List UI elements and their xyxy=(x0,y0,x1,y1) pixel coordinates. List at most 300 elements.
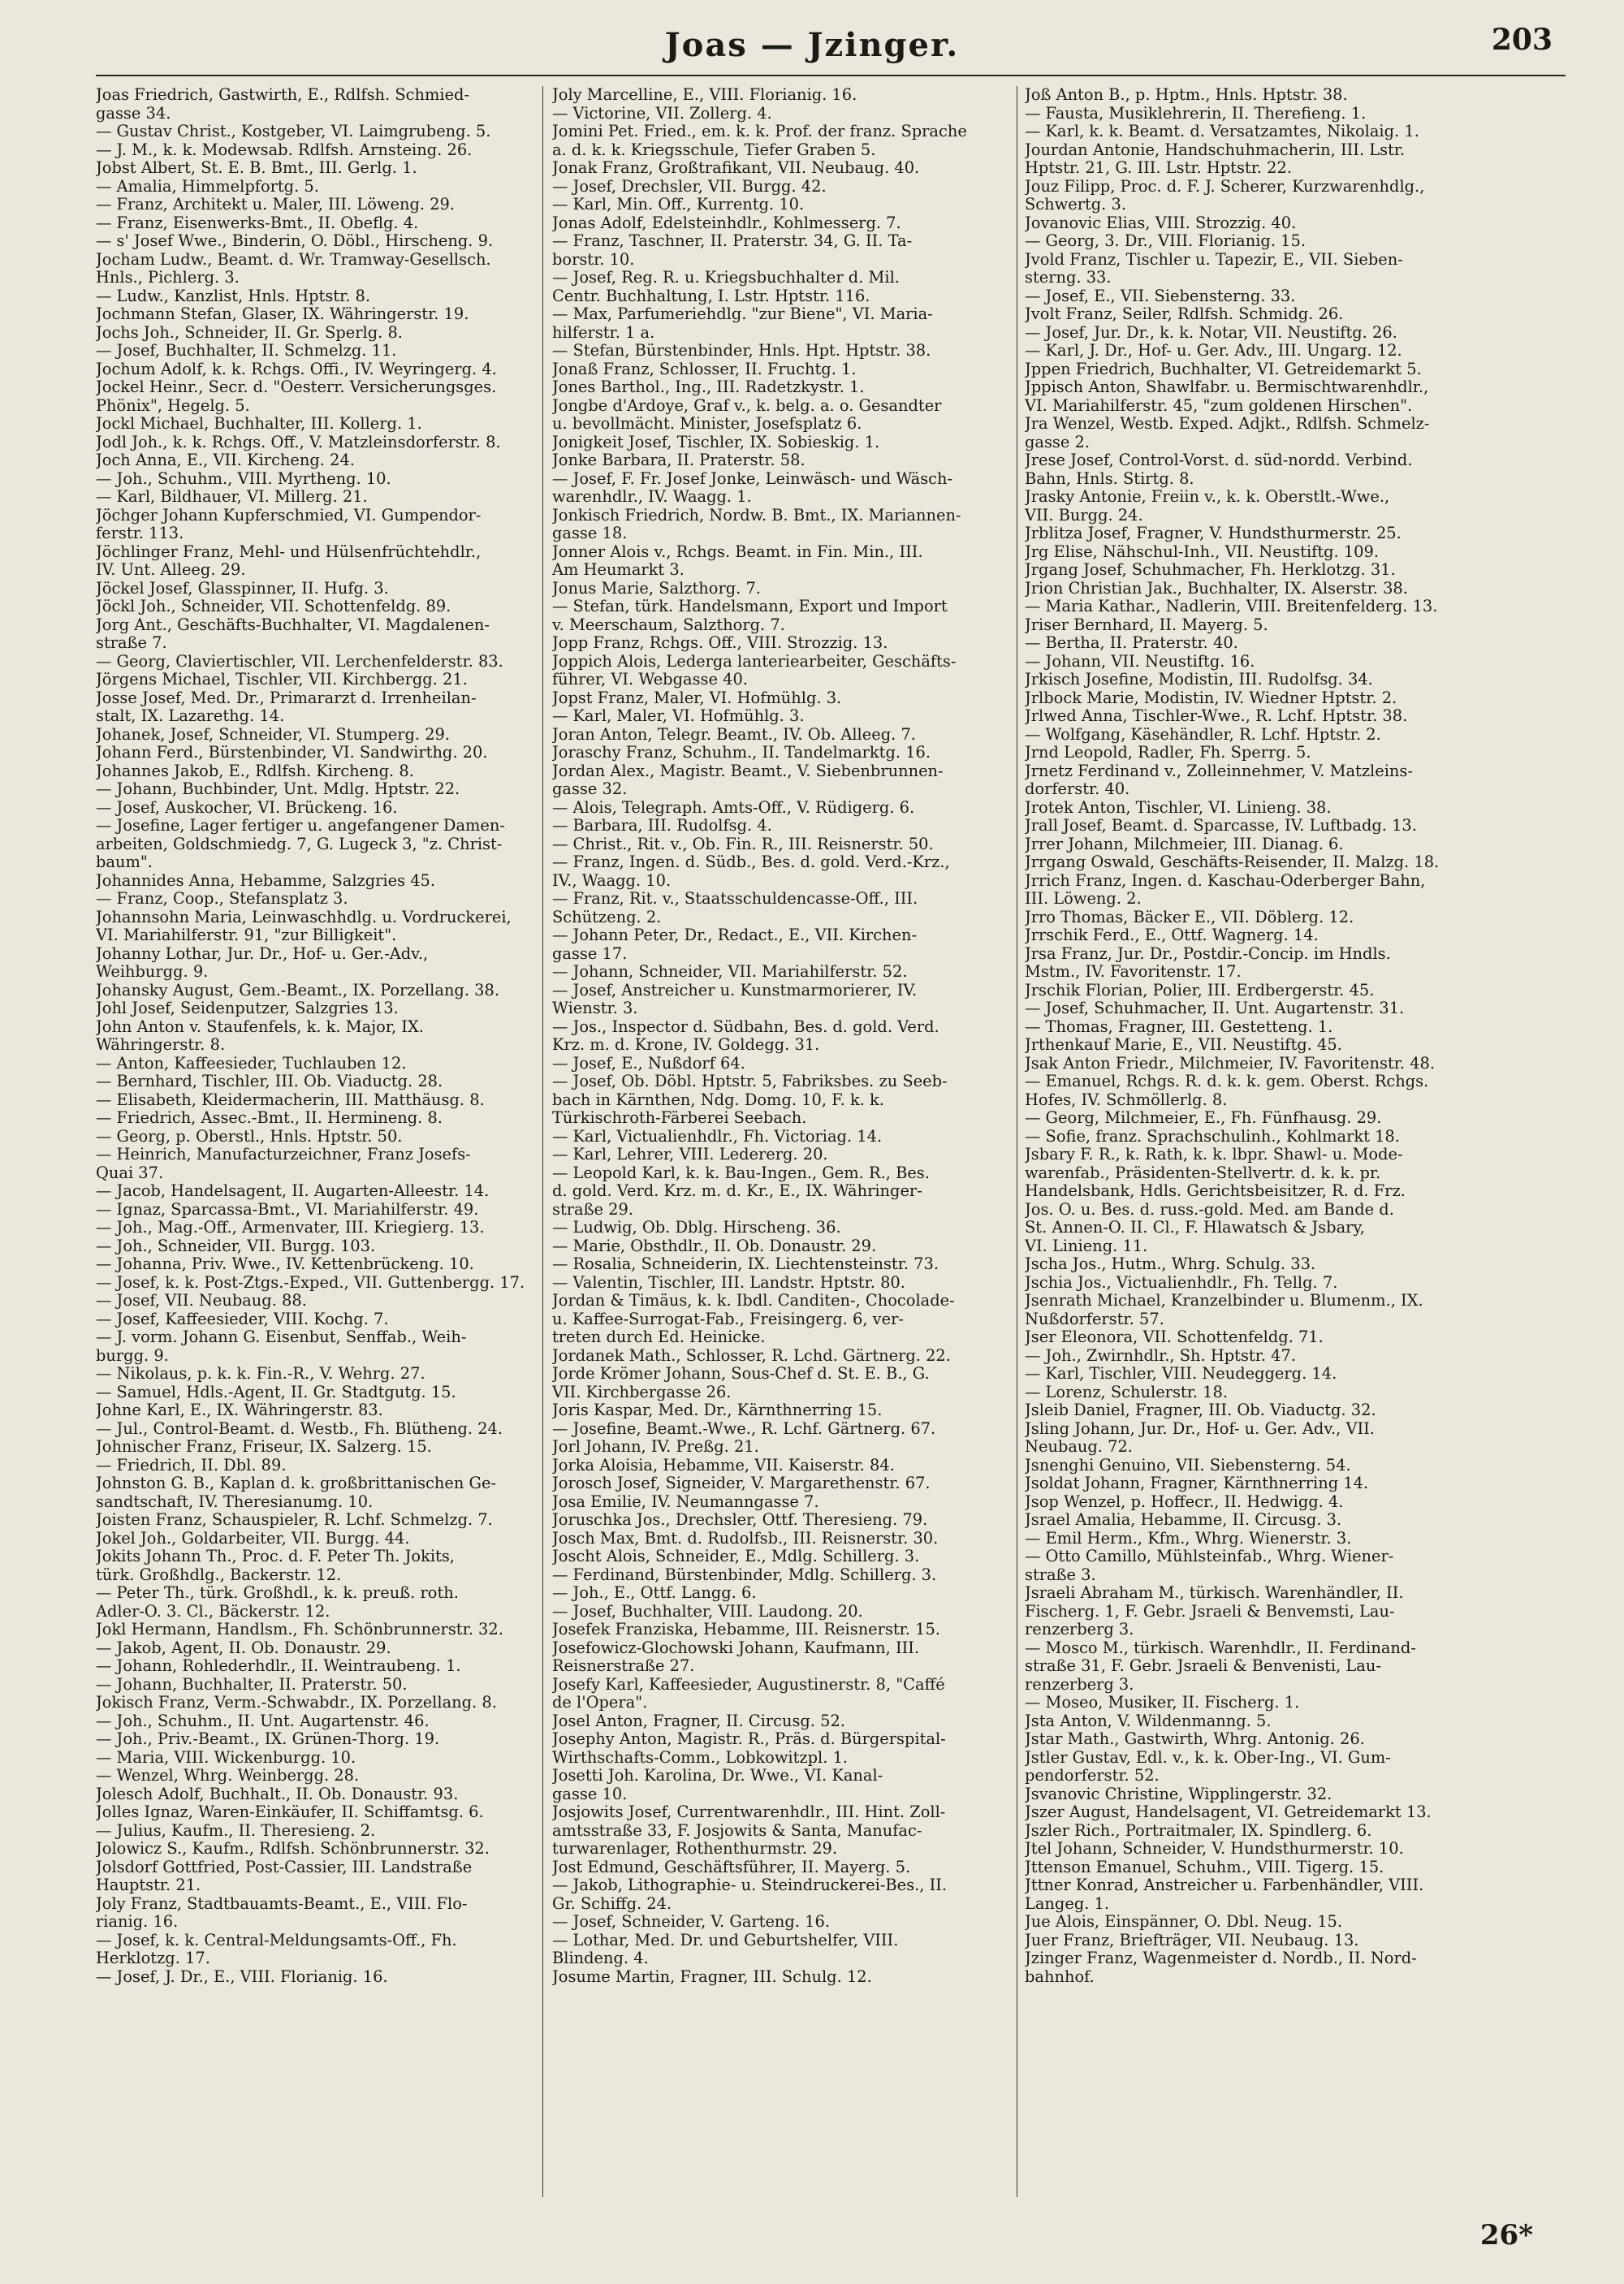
directory-entry-line: — Joh., Schuhm., II. Unt. Augartenstr. 46. xyxy=(96,1712,430,1730)
directory-entry-line: Jrall Josef, Beamt. d. Sparcasse, IV. Luftbadg. 13. xyxy=(1025,817,1417,835)
directory-entry-line: sandtschaft, IV. Theresianumg. 10. xyxy=(96,1492,374,1511)
directory-entry-line: — Karl, Tischler, VIII. Neudeggerg. 14. xyxy=(1025,1365,1337,1383)
directory-entry-line: Joly Franz, Stadtbauamts-Beamt., E., VIII. Flo- xyxy=(96,1894,468,1913)
directory-entry-line: Joisten Franz, Schauspieler, R. Lchf. Schmelzg. 7. xyxy=(96,1511,493,1529)
directory-entry-line: Jstar Math., Gastwirth, Whrg. Antonig. 26. xyxy=(1025,1730,1365,1748)
directory-entry-line: Jsrael Amalia, Hebamme, II. Circusg. 3. xyxy=(1025,1511,1342,1529)
directory-entry-line: Jones Barthol., Ing., III. Radetzkystr. 1. xyxy=(552,378,865,396)
directory-entry-line: Jrrschik Ferd., E., Ottf. Wagnerg. 14. xyxy=(1025,926,1319,944)
directory-entry-line: Jorde Krömer Johann, Sous-Chef d. St. E. B., G. xyxy=(552,1365,930,1383)
directory-entry-line: — Victorine, VII. Zollerg. 4. xyxy=(552,104,772,123)
directory-entry-line: Jolsdorf Gottfried, Post-Cassier, III. Landstraße xyxy=(96,1858,473,1876)
directory-entry-line: III. Löweng. 2. xyxy=(1025,890,1142,908)
directory-entry-line: Türkischroth-Färberei Seebach. xyxy=(552,1109,807,1127)
directory-entry-line: Josa Emilie, IV. Neumanngasse 7. xyxy=(552,1492,819,1511)
directory-entry-line: Joruschka Jos., Drechsler, Ottf. Theresieng. 79. xyxy=(552,1511,928,1529)
directory-entry-line: — Franz, Eisenwerks-Bmt., II. Obeflg. 4. xyxy=(96,214,419,232)
directory-entry-line: — Valentin, Tischler, III. Landstr. Hptstr. 80. xyxy=(552,1273,905,1292)
directory-entry-line: Jonkisch Friedrich, Nordw. B. Bmt., IX. Mariannen- xyxy=(552,506,961,525)
directory-entry-line: Josetti Joh. Karolina, Dr. Wwe., VI. Kanal- xyxy=(552,1767,883,1785)
directory-entry-line: Jrsa Franz, Jur. Dr., Postdir.-Concip. im Hndls. xyxy=(1025,944,1391,963)
directory-entry-line: Jordan & Timäus, k. k. Ibdl. Canditen-, Chocolade- xyxy=(552,1292,955,1310)
page-number: 203 xyxy=(1491,23,1553,57)
directory-entry-line: — Joh., Priv.-Beamt., IX. Grünen-Thorg. 19. xyxy=(96,1730,440,1748)
directory-entry-line: VII. Kirchbergasse 26. xyxy=(552,1383,732,1401)
directory-entry-line: Jrg Elise, Nähschul-Inh., VII. Neustiftg. 109. xyxy=(1025,542,1380,561)
directory-entry-line: Joraschy Franz, Schuhm., II. Tandelmarktg. 16. xyxy=(552,744,931,762)
directory-entry-line: — Christ., Rit. v., Ob. Fin. R., III. Reisnerstr. 50. xyxy=(552,835,934,853)
directory-entry-line: Centr. Buchhaltung, I. Lstr. Hptstr. 116. xyxy=(552,287,870,305)
directory-entry-line: Jochmann Stefan, Glaser, IX. Währingerstr. 19. xyxy=(96,305,469,323)
directory-entry-line: Jppisch Anton, Shawlfabr. u. Bermischtwarenhdlr., xyxy=(1025,378,1429,396)
directory-entry-line: Jsling Johann, Jur. Dr., Hof- u. Ger. Adv., VII. xyxy=(1025,1419,1375,1438)
directory-entry-line: — Nikolaus, p. k. k. Fin.-R., V. Wehrg. 27. xyxy=(96,1365,425,1383)
directory-entry-line: Jrasky Antonie, Freiin v., k. k. Oberstlt.-Wwe., xyxy=(1025,488,1390,506)
directory-entry-line: — Joh., Schuhm., VIII. Myrtheng. 10. xyxy=(96,469,391,488)
directory-entry-line: Jrkisch Josefine, Modistin, III. Rudolfsg. 34. xyxy=(1025,671,1373,689)
directory-entry-line: Joas Friedrich, Gastwirth, E., Rdlfsh. Schmied- xyxy=(96,86,470,104)
directory-entry-line: — Mosco M., türkisch. Warenhdlr., II. Ferdinand- xyxy=(1025,1639,1416,1657)
directory-entry-line: Jochs Joh., Schneider, II. Gr. Sperlg. 8. xyxy=(96,323,403,342)
directory-entry-line: Jrgang Josef, Schuhmacher, Fh. Herklotzg. 31. xyxy=(1025,561,1396,579)
directory-entry-line: Jrrgang Oswald, Geschäfts-Reisender, II. Malzg. 18. xyxy=(1025,853,1440,871)
directory-entry-line: Josse Josef, Med. Dr., Primararzt d. Irrenheilan- xyxy=(96,689,477,707)
directory-entry-line: Blindeng. 4. xyxy=(552,1949,649,1967)
directory-entry-line: — Elisabeth, Kleidermacherin, III. Matthäusg. 8. xyxy=(96,1090,485,1109)
directory-entry-line: Joly Marcelline, E., VIII. Florianig. 16. xyxy=(552,86,857,104)
directory-entry-line: renzerberg 3. xyxy=(1025,1621,1134,1639)
directory-entry-line: Jttner Konrad, Anstreicher u. Farbenhändler, VIII. xyxy=(1025,1876,1424,1894)
directory-entry-line: Josch Max, Bmt. d. Rudolfsb., III. Reisnerstr. 30. xyxy=(552,1529,939,1548)
directory-entry-line: Krz. m. d. Krone, IV. Goldegg. 31. xyxy=(552,1036,820,1054)
directory-entry-line: Johannes Jakob, E., Rdlfsh. Kircheng. 8. xyxy=(96,762,414,780)
directory-entry-line: — Wolfgang, Käsehändler, R. Lchf. Hptstr. 2. xyxy=(1025,725,1381,744)
directory-entry-line: — Josef, Ob. Döbl. Hptstr. 5, Fabriksbes. zu Seeb- xyxy=(552,1073,948,1090)
directory-entry-line: Jokits Johann Th., Proc. d. F. Peter Th. Jokits, xyxy=(96,1548,455,1565)
directory-entry-line: u. bevollmächt. Minister, Josefsplatz 6. xyxy=(552,415,862,433)
directory-entry-line: — Anton, Kaffeesieder, Tuchlauben 12. xyxy=(96,1054,407,1073)
directory-entry-line: Jonigkeit Josef, Tischler, IX. Sobieskig. 1. xyxy=(552,433,880,451)
directory-entry-line: baum". xyxy=(96,853,153,871)
directory-entry-line: — Franz, Rit. v., Staatsschuldencasse-Off., III. xyxy=(552,890,918,908)
directory-entry-line: VII. Burgg. 24. xyxy=(1025,506,1143,525)
directory-entry-line: — Karl, k. k. Beamt. d. Versatzamtes, Nikolaig. 1. xyxy=(1025,123,1419,140)
directory-entry-line: hilferstr. 1 a. xyxy=(552,323,655,342)
directory-entry-line: Jodl Joh., k. k. Rchgs. Off., V. Matzleinsdorferstr. 8. xyxy=(96,433,501,451)
directory-entry-line: — Lorenz, Schulerstr. 18. xyxy=(1025,1383,1228,1401)
directory-entry-line: Jrrer Johann, Milchmeier, III. Dianag. 6. xyxy=(1025,835,1344,853)
directory-entry-line: Josefowicz-Glochowski Johann, Kaufmann, III. xyxy=(552,1639,920,1657)
directory-entry-line: Jöchger Johann Kupferschmied, VI. Gumpendor- xyxy=(96,506,482,525)
directory-entry-line: Johanny Lothar, Jur. Dr., Hof- u. Ger.-Adv., xyxy=(96,944,429,963)
directory-entry-line: Johnischer Franz, Friseur, IX. Salzerg. 15. xyxy=(96,1438,432,1456)
column-2 xyxy=(552,86,1015,2197)
directory-entry-line: — Sofie, franz. Sprachschulinh., Kohlmarkt 18. xyxy=(1025,1127,1400,1146)
directory-entry-line: Jöckel Josef, Glasspinner, II. Hufg. 3. xyxy=(96,579,389,598)
directory-entry-line: Jrthenkauf Marie, E., VII. Neustiftg. 45. xyxy=(1025,1036,1342,1054)
directory-entry-line: — Ferdinand, Bürstenbinder, Mdlg. Schillerg. 3. xyxy=(552,1565,937,1584)
directory-entry-line: Jorosch Josef, Signeider, V. Margarethenstr. 67. xyxy=(552,1474,931,1492)
directory-entry-line: — Josef, Jur. Dr., k. k. Notar, VII. Neustiftg. 26. xyxy=(1025,323,1397,342)
directory-entry-line: — Jakob, Agent, II. Ob. Donaustr. 29. xyxy=(96,1639,391,1657)
directory-entry-line: — Franz, Architekt u. Maler, III. Löweng. 29. xyxy=(96,196,456,214)
directory-entry-line: — Johann, Buchbinder, Unt. Mdlg. Hptstr. 22. xyxy=(96,780,460,798)
directory-entry-line: — Gustav Christ., Kostgeber, VI. Laimgrubeng. 5. xyxy=(96,123,491,140)
directory-entry-line: Jöchlinger Franz, Mehl- und Hülsenfrüchtehdlr., xyxy=(96,542,482,561)
directory-entry-line: Jschia Jos., Victualienhdlr., Fh. Tellg. 7. xyxy=(1025,1273,1338,1292)
directory-entry-line: bach in Kärnthen, Ndg. Domg. 10, F. k. k. xyxy=(552,1090,884,1109)
directory-entry-line: straße 31, F. Gebr. Jsraeli & Benvenisti, Lau- xyxy=(1025,1657,1381,1675)
directory-entry-line: — Georg, 3. Dr., VIII. Florianig. 15. xyxy=(1025,232,1306,250)
directory-entry-line: — Julius, Kaufm., II. Theresieng. 2. xyxy=(96,1821,376,1840)
directory-entry-line: — Josef, Schuhmacher, II. Unt. Augartenstr. 31. xyxy=(1025,1000,1405,1017)
directory-entry-line: Jzinger Franz, Wagenmeister d. Nordb., II. Nord- xyxy=(1025,1949,1417,1967)
directory-entry-line: — Friedrich, Assec.-Bmt., II. Hermineng. 8. xyxy=(96,1109,443,1127)
directory-entry-line: straße 29. xyxy=(552,1200,634,1219)
directory-entry-line: Josefy Karl, Kaffeesieder, Augustinerstr. 8, "Caffé xyxy=(552,1675,945,1694)
directory-entry-line: — Johann, Schneider, VII. Mariahilferstr. 52. xyxy=(552,963,908,981)
directory-entry-line: Quai 37. xyxy=(96,1164,164,1182)
directory-entry-line: — Johann, Rohlederhdlr., II. Weintraubeng. 1. xyxy=(96,1657,461,1675)
directory-entry-line: Jrion Christian Jak., Buchhalter, IX. Alserstr. 38. xyxy=(1025,579,1408,598)
directory-entry-line: Joß Anton B., p. Hptm., Hnls. Hptstr. 38. xyxy=(1025,86,1348,104)
directory-entry-line: Jorg Ant., Geschäfts-Buchhalter, VI. Magdalenen- xyxy=(96,615,490,634)
directory-entry-line: Währingerstr. 8. xyxy=(96,1036,226,1054)
directory-entry-line: Jokisch Franz, Verm.-Schwabdr., IX. Porzellang. 8. xyxy=(96,1694,497,1712)
directory-entry-line: — Maria, VIII. Wickenburgg. 10. xyxy=(96,1748,356,1767)
directory-entry-line: Jscha Jos., Hutm., Whrg. Schulg. 33. xyxy=(1025,1255,1316,1273)
directory-entry-line: Jongbe d'Ardoye, Graf v., k. belg. a. o. Gesandter xyxy=(552,396,942,415)
directory-entry-line: Johannides Anna, Hebamme, Salzgries 45. xyxy=(96,871,436,890)
directory-entry-line: — Rosalia, Schneiderin, IX. Liechtensteinstr. 73. xyxy=(552,1255,939,1273)
directory-entry-line: — Josef, Buchhalter, VIII. Laudong. 20. xyxy=(552,1602,863,1621)
directory-entry-line: VI. Mariahilferstr. 91, "zur Billigkeit". xyxy=(96,926,397,944)
directory-entry-line: Jsraeli Abraham M., türkisch. Warenhändler, II. xyxy=(1025,1584,1404,1602)
directory-entry-line: Hnls., Pichlerg. 3. xyxy=(96,269,240,287)
directory-entry-line: de l'Opera". xyxy=(552,1694,648,1712)
header-rule xyxy=(96,75,1566,76)
directory-entry-line: Jolesch Adolf, Buchhalt., II. Ob. Donaustr. 93. xyxy=(96,1785,459,1803)
directory-entry-line: — Josef, E., Nußdorf 64. xyxy=(552,1054,745,1073)
directory-entry-line: — J. M., k. k. Modewsab. Rdlfsh. Arnsteing. 26. xyxy=(96,140,473,159)
directory-entry-line: Weihburgg. 9. xyxy=(96,963,209,981)
directory-entry-line: Joran Anton, Telegr. Beamt., IV. Ob. Alleeg. 7. xyxy=(552,725,916,744)
directory-entry-line: — Heinrich, Manufacturzeichner, Franz Josefs- xyxy=(96,1146,471,1164)
directory-entry-line: — Samuel, Hdls.-Agent, II. Gr. Stadtgutg. 15. xyxy=(96,1383,456,1401)
directory-entry-line: Johanek, Josef, Schneider, VI. Stumperg. 29. xyxy=(96,725,451,744)
column-3 xyxy=(1025,86,1561,2197)
directory-entry-line: Juer Franz, Briefträger, VII. Neubaug. 13. xyxy=(1025,1931,1359,1949)
directory-entry-line: Joch Anna, E., VII. Kircheng. 24. xyxy=(96,451,355,469)
directory-entry-line: Jvold Franz, Tischler u. Tapezir, E., VII. Sieben- xyxy=(1025,250,1403,269)
directory-entry-line: — Emil Herm., Kfm., Whrg. Wienerstr. 3. xyxy=(1025,1529,1352,1548)
directory-entry-line: Johl Josef, Seidenputzer, Salzgries 13. xyxy=(96,1000,399,1017)
directory-entry-line: — Joh., Mag.-Off., Armenvater, III. Kriegierg. 13. xyxy=(96,1219,485,1237)
directory-entry-line: — Maria Kathar., Nadlerin, VIII. Breitenfelderg. 13. xyxy=(1025,598,1438,615)
directory-entry-line: Reisnerstraße 27. xyxy=(552,1657,695,1675)
directory-entry-line: — Friedrich, II. Dbl. 89. xyxy=(96,1456,287,1474)
directory-entry-line: Jrotek Anton, Tischler, VI. Linieng. 38. xyxy=(1025,798,1332,817)
directory-entry-line: — Marie, Obsthdlr., II. Ob. Donaustr. 29. xyxy=(552,1237,877,1255)
directory-entry-line: — Ludw., Kanzlist, Hnls. Hptstr. 8. xyxy=(96,287,371,305)
directory-entry-line: Wienstr. 3. xyxy=(552,1000,638,1017)
directory-entry-line: Jouz Filipp, Proc. d. F. J. Scherer, Kurzwarenhdlg., xyxy=(1025,177,1425,196)
directory-entry-line: Jrnetz Ferdinand v., Zolleinnehmer, V. Matzleins- xyxy=(1025,762,1413,780)
directory-entry-line: Jrese Josef, Control-Vorst. d. süd-nordd. Verbind. xyxy=(1025,451,1413,469)
directory-entry-line: — Fausta, Musiklehrerin, II. Therefieng. 1. xyxy=(1025,104,1367,123)
directory-entry-line: VI. Linieng. 11. xyxy=(1025,1237,1148,1255)
directory-entry-line: IV., Waagg. 10. xyxy=(552,871,672,890)
directory-entry-line: Herklotzg. 17. xyxy=(96,1949,210,1967)
directory-entry-line: Jolowicz S., Kaufm., Rdlfsh. Schönbrunnerstr. 32. xyxy=(96,1840,490,1858)
directory-entry-line: — Georg, p. Oberstl., Hnls. Hptstr. 50. xyxy=(96,1127,403,1146)
directory-entry-line: Jrnd Leopold, Radler, Fh. Sperrg. 5. xyxy=(1025,744,1311,762)
directory-entry-line: Jrrich Franz, Ingen. d. Kaschau-Oderberger Bahn, xyxy=(1025,871,1426,890)
directory-entry-line: — Ludwig, Ob. Dblg. Hirscheng. 36. xyxy=(552,1219,841,1237)
directory-entry-line: Joscht Alois, Schneider, E., Mdlg. Schillerg. 3. xyxy=(552,1548,920,1565)
directory-entry-line: — Josefine, Lager fertiger u. angefangener Damen- xyxy=(96,817,505,835)
directory-entry-line: Jonaß Franz, Schlosser, II. Fruchtg. 1. xyxy=(552,360,857,378)
directory-entry-line: — J. vorm. Johann G. Eisenbut, Senffab., Weih- xyxy=(96,1328,467,1346)
directory-entry-line: Jrro Thomas, Bäcker E., VII. Döblerg. 12. xyxy=(1025,908,1354,926)
directory-entry-line: Jonus Marie, Salzthorg. 7. xyxy=(552,579,761,598)
directory-entry-line: — Josef, E., VII. Siebensterng. 33. xyxy=(1025,287,1296,305)
directory-entry-line: Johne Karl, E., IX. Währingerstr. 83. xyxy=(96,1401,383,1419)
directory-entry-line: — Joh., Zwirnhdlr., Sh. Hptstr. 47. xyxy=(1025,1346,1297,1365)
directory-entry-line: — Josef, Auskocher, VI. Brückeng. 16. xyxy=(96,798,398,817)
directory-entry-line: — Lothar, Med. Dr. und Geburtshelfer, VIII. xyxy=(552,1931,899,1949)
directory-entry-line: — Joh., Schneider, VII. Burgg. 103. xyxy=(96,1237,376,1255)
directory-entry-line: Jsnenghi Genuino, VII. Siebensterng. 54. xyxy=(1025,1456,1351,1474)
directory-entry-line: Jockel Heinr., Secr. d. "Oesterr. Versicherungsges. xyxy=(96,378,497,396)
directory-entry-line: Jokel Joh., Goldarbeiter, VII. Burgg. 44. xyxy=(96,1529,410,1548)
directory-entry-line: gasse 17. xyxy=(552,944,628,963)
directory-entry-line: Jppen Friedrich, Buchhalter, VI. Getreidemarkt 5. xyxy=(1025,360,1422,378)
signature-mark: 26* xyxy=(1479,2219,1533,2252)
directory-entry-line: — Leopold Karl, k. k. Bau-Ingen., Gem. R., Bes. xyxy=(552,1164,930,1182)
directory-entry-line: Jonner Alois v., Rchgs. Beamt. in Fin. Min., III. xyxy=(552,542,923,561)
directory-entry-line: — Franz, Ingen. d. Südb., Bes. d. gold. Verd.-Krz., xyxy=(552,853,950,871)
directory-entry-line: — Josef, J. Dr., E., VIII. Florianig. 16. xyxy=(96,1967,388,1986)
directory-entry-line: — Stefan, Bürstenbinder, Hnls. Hpt. Hptstr. 38. xyxy=(552,342,931,360)
directory-entry-line: — Amalia, Himmelpfortg. 5. xyxy=(96,177,319,196)
directory-entry-line: — Max, Parfumeriehdlg. "zur Biene", VI. Maria- xyxy=(552,305,933,323)
directory-entry-line: a. d. k. k. Kriegsschule, Tiefer Graben 5. xyxy=(552,140,876,159)
directory-entry-line: Jszler Rich., Portraitmaler, IX. Spindlerg. 6. xyxy=(1025,1821,1372,1840)
directory-entry-line: Joris Kaspar, Med. Dr., Kärnthnerring 15. xyxy=(552,1401,883,1419)
directory-entry-line: Jtel Johann, Schneider, V. Hundsthurmerstr. 10. xyxy=(1025,1840,1404,1858)
directory-entry-line: Jsop Wenzel, p. Hoffecr., II. Hedwigg. 4. xyxy=(1025,1492,1344,1511)
directory-entry-line: gasse 2. xyxy=(1025,433,1091,451)
directory-entry-line: Jrschik Florian, Polier, III. Erdbergerstr. 45. xyxy=(1025,981,1375,1000)
directory-entry-line: — Josef, Kaffeesieder, VIII. Kochg. 7. xyxy=(96,1310,389,1328)
directory-entry-line: Adler-O. 3. Cl., Bäckerstr. 12. xyxy=(96,1602,330,1621)
directory-entry-line: — Karl, J. Dr., Hof- u. Ger. Adv., III. Ungarg. 12. xyxy=(1025,342,1402,360)
directory-entry-line: — Thomas, Fragner, III. Gestetteng. 1. xyxy=(1025,1017,1333,1036)
directory-entry-line: — Karl, Maler, VI. Hofmühlg. 3. xyxy=(552,707,805,725)
directory-entry-line: Jovanovic Elias, VIII. Strozzig. 40. xyxy=(1025,214,1297,232)
directory-entry-line: — Georg, Milchmeier, E., Fh. Fünfhausg. 29. xyxy=(1025,1109,1382,1127)
directory-entry-line: — Bernhard, Tischler, III. Ob. Viaductg. 28. xyxy=(96,1073,443,1090)
directory-entry-line: straße 7. xyxy=(96,634,167,652)
directory-entry-line: Jokl Hermann, Handlsm., Fh. Schönbrunnerstr. 32. xyxy=(96,1621,503,1639)
directory-entry-line: Jonke Barbara, II. Praterstr. 58. xyxy=(552,451,806,469)
directory-entry-line: gasse 32. xyxy=(552,780,628,798)
directory-entry-line: treten durch Ed. Heinicke. xyxy=(552,1328,766,1346)
directory-entry-line: — Josef, VII. Neubaug. 88. xyxy=(96,1292,307,1310)
directory-entry-line: Jöckl Joh., Schneider, VII. Schottenfeldg. 89. xyxy=(96,598,451,615)
directory-entry-line: Langeg. 1. xyxy=(1025,1894,1110,1913)
directory-entry-line: — Josef, Drechsler, VII. Burgg. 42. xyxy=(552,177,827,196)
page-title: Joas — Jzinger. xyxy=(664,26,960,64)
directory-entry-line: Hauptstr. 21. xyxy=(96,1876,201,1894)
directory-entry-line: — Jos., Inspector d. Südbahn, Bes. d. gold. Verd. xyxy=(552,1017,939,1036)
directory-entry-line: Jocham Ludw., Beamt. d. Wr. Tramway-Gesellsch. xyxy=(96,250,491,269)
directory-entry-line: Jopp Franz, Rchgs. Off., VIII. Strozzig. 13. xyxy=(552,634,888,652)
directory-entry-line: Jrlbock Marie, Modistin, IV. Wiedner Hptstr. 2. xyxy=(1025,689,1397,707)
directory-entry-line: Jsleib Daniel, Fragner, III. Ob. Viaductg. 32. xyxy=(1025,1401,1376,1419)
directory-entry-line: d. gold. Verd. Krz. m. d. Kr., E., IX. Währinger- xyxy=(552,1182,922,1200)
directory-entry-line: Jsvanovic Christine, Wipplingerstr. 32. xyxy=(1025,1785,1332,1803)
directory-entry-line: Schwertg. 3. xyxy=(1025,196,1127,214)
directory-entry-line: Josephy Anton, Magistr. R., Präs. d. Bürgerspital- xyxy=(552,1730,946,1748)
directory-entry-line: Jsenrath Michael, Kranzelbinder u. Blumenm., IX. xyxy=(1025,1292,1423,1310)
directory-entry-line: Jser Eleonora, VII. Schottenfeldg. 71. xyxy=(1025,1328,1324,1346)
directory-entry-line: burgg. 9. xyxy=(96,1346,169,1365)
directory-entry-line: sterng. 33. xyxy=(1025,269,1112,287)
directory-entry-line: borstr. 10. xyxy=(552,250,635,269)
directory-entry-line: Jobst Albert, St. E. B. Bmt., III. Gerlg. 1. xyxy=(96,159,417,177)
directory-entry-line: Jue Alois, Einspänner, O. Dbl. Neug. 15. xyxy=(1025,1913,1343,1931)
directory-entry-line: Hofes, IV. Schmöllerlg. 8. xyxy=(1025,1090,1228,1109)
directory-entry-line: John Anton v. Staufenfels, k. k. Major, IX. xyxy=(96,1017,424,1036)
directory-entry-line: Jriser Bernhard, II. Mayerg. 5. xyxy=(1025,615,1268,634)
directory-entry-line: Johann Ferd., Bürstenbinder, VI. Sandwirthg. 20. xyxy=(96,744,488,762)
directory-entry-line: renzerberg 3. xyxy=(1025,1675,1134,1694)
directory-entry-line: dorferstr. 40. xyxy=(1025,780,1130,798)
directory-entry-line: Fischerg. 1, F. Gebr. Jsraeli & Benvemsti, Lau- xyxy=(1025,1602,1395,1621)
directory-entry-line: Jorka Aloisia, Hebamme, VII. Kaiserstr. 84. xyxy=(552,1456,895,1474)
directory-entry-line: warenfab., Präsidenten-Stellvertr. d. k. k. pr. xyxy=(1025,1164,1381,1182)
directory-entry-line: Neubaug. 72. xyxy=(1025,1438,1133,1456)
directory-entry-line: — Jacob, Handelsagent, II. Augarten-Alleestr. 14. xyxy=(96,1182,490,1200)
directory-entry-line: Jockl Michael, Buchhalter, III. Kollerg. 1. xyxy=(96,415,422,433)
directory-entry-line: Jsta Anton, V. Wildenmanng. 5. xyxy=(1025,1712,1272,1730)
directory-entry-line: — Josef, k. k. Post-Ztgs.-Exped., VII. Guttenbergg. 17. xyxy=(96,1273,525,1292)
directory-entry-line: IV. Unt. Alleeg. 29. xyxy=(96,561,246,579)
directory-entry-line: Jos. O. u. Bes. d. russ.-gold. Med. am Bande d. xyxy=(1025,1200,1394,1219)
directory-entry-line: — Johann Peter, Dr., Redact., E., VII. Kirchen- xyxy=(552,926,918,944)
directory-entry-line: — Karl, Lehrer, VIII. Ledererg. 20. xyxy=(552,1146,828,1164)
directory-entry-line: — Georg, Claviertischler, VII. Lerchenfelderstr. 83. xyxy=(96,652,503,671)
directory-entry-line: gasse 34. xyxy=(96,104,171,123)
directory-entry-line: Josel Anton, Fragner, II. Circusg. 52. xyxy=(552,1712,845,1730)
directory-entry-line: arbeiten, Goldschmiedg. 7, G. Lugeck 3, "z. Christ- xyxy=(96,835,503,853)
directory-entry-line: Jost Edmund, Geschäftsführer, II. Mayerg. 5. xyxy=(552,1858,911,1876)
directory-entry-line: Jourdan Antonie, Handschuhmacherin, III. Lstr. xyxy=(1025,140,1406,159)
directory-entry-line: v. Meerschaum, Salzthorg. 7. xyxy=(552,615,785,634)
directory-entry-line: — Karl, Victualienhdlr., Fh. Victoriag. 14. xyxy=(552,1127,883,1146)
directory-entry-line: Josjowits Josef, Currentwarenhdlr., III. Hint. Zoll- xyxy=(552,1803,946,1821)
directory-entry-line: — Johanna, Priv. Wwe., IV. Kettenbrückeng. 10. xyxy=(96,1255,474,1273)
directory-entry-line: Am Heumarkt 3. xyxy=(552,561,685,579)
directory-entry-line: — Stefan, türk. Handelsmann, Export und Import xyxy=(552,598,948,615)
directory-entry-line: Jsoldat Johann, Fragner, Kärnthnerring 14. xyxy=(1025,1474,1369,1492)
directory-entry-line: Gr. Schiffg. 24. xyxy=(552,1894,672,1913)
column-divider xyxy=(542,86,543,2197)
directory-entry-line: — Johann, Buchhalter, II. Praterstr. 50. xyxy=(96,1675,408,1694)
directory-entry-line: Jomini Pet. Fried., em. k. k. Prof. der franz. Sprache xyxy=(552,123,967,140)
directory-entry-line: Jolles Ignaz, Waren-Einkäufer, II. Schiffamtsg. 6. xyxy=(96,1803,484,1821)
directory-entry-line: Jszer August, Handelsagent, VI. Getreidemarkt 13. xyxy=(1025,1803,1432,1821)
directory-entry-line: Phönix", Hegelg. 5. xyxy=(96,396,250,415)
directory-entry-line: amtsstraße 33, F. Josjowits & Santa, Manufac- xyxy=(552,1821,922,1840)
directory-entry-line: — Alois, Telegraph. Amts-Off., V. Rüdigerg. 6. xyxy=(552,798,915,817)
directory-entry-line: Jordanek Math., Schlosser, R. Lchd. Gärtnerg. 22. xyxy=(552,1346,951,1365)
directory-entry-line: — Johann, VII. Neustiftg. 16. xyxy=(1025,652,1255,671)
directory-entry-line: Wirthschafts-Comm., Lobkowitzpl. 1. xyxy=(552,1748,849,1767)
directory-entry-line: ferstr. 113. xyxy=(96,525,184,542)
directory-entry-line: Jonak Franz, Großtrafikant, VII. Neubaug. 40. xyxy=(552,159,920,177)
directory-entry-line: Hptstr. 21, G. III. Lstr. Hptstr. 22. xyxy=(1025,159,1293,177)
directory-entry-line: straße 3. xyxy=(1025,1565,1096,1584)
directory-entry-line: — Josef, Anstreicher u. Kunstmarmorierer, IV. xyxy=(552,981,918,1000)
directory-entry-line: — Josef, Reg. R. u. Kriegsbuchhalter d. Mil. xyxy=(552,269,900,287)
directory-entry-line: — Barbara, III. Rudolfsg. 4. xyxy=(552,817,772,835)
directory-entry-line: Nußdorferstr. 57. xyxy=(1025,1310,1164,1328)
directory-entry-line: — Josef, Schneider, V. Garteng. 16. xyxy=(552,1913,830,1931)
directory-entry-line: rianig. 16. xyxy=(96,1913,179,1931)
directory-entry-line: Johannsohn Maria, Leinwaschhdlg. u. Vordruckerei, xyxy=(96,908,512,926)
directory-entry-line: stalt, IX. Lazarethg. 14. xyxy=(96,707,285,725)
directory-entry-line: — Josef, F. Fr. Josef Jonke, Leinwäsch- und Wäsch- xyxy=(552,469,953,488)
directory-entry-line: — Otto Camillo, Mühlsteinfab., Whrg. Wiener- xyxy=(1025,1548,1394,1565)
directory-entry-line: — Josef, k. k. Central-Meldungsamts-Off., Fh. xyxy=(96,1931,457,1949)
directory-entry-line: Johansky August, Gem.-Beamt., IX. Porzellang. 38. xyxy=(96,981,500,1000)
directory-entry-line: pendorferstr. 52. xyxy=(1025,1767,1160,1785)
directory-entry-line: bahnhof. xyxy=(1025,1967,1095,1986)
directory-entry-line: türk. Großhdlg., Backerstr. 12. xyxy=(96,1565,342,1584)
directory-entry-line: Jttenson Emanuel, Schuhm., VIII. Tigerg. 15. xyxy=(1025,1858,1384,1876)
directory-entry-line: — Jul., Control-Beamt. d. Westb., Fh. Blütheng. 24. xyxy=(96,1419,503,1438)
directory-entry-line: Jonas Adolf, Edelsteinhdlr., Kohlmesserg. 7. xyxy=(552,214,901,232)
directory-entry-line: — Franz, Taschner, II. Praterstr. 34, G. II. Ta- xyxy=(552,232,913,250)
directory-entry-line: — Bertha, II. Praterstr. 40. xyxy=(1025,634,1238,652)
directory-entry-line: Handelsbank, Hdls. Gerichtsbeisitzer, R. d. Frz. xyxy=(1025,1182,1406,1200)
directory-entry-line: Jstler Gustav, Edl. v., k. k. Ober-Ing., VI. Gum- xyxy=(1025,1748,1391,1767)
directory-entry-line: Jrlwed Anna, Tischler-Wwe., R. Lchf. Hptstr. 38. xyxy=(1025,707,1408,725)
directory-entry-line: — Emanuel, Rchgs. R. d. k. k. gem. Oberst. Rchgs. xyxy=(1025,1073,1429,1090)
directory-entry-line: Jochum Adolf, k. k. Rchgs. Offi., IV. Weyringerg. 4. xyxy=(96,360,497,378)
directory-entry-line: führer, VI. Webgasse 40. xyxy=(552,671,748,689)
directory-entry-line: warenhdlr., IV. Waagg. 1. xyxy=(552,488,752,506)
directory-entry-line: — Moseo, Musiker, II. Fischerg. 1. xyxy=(1025,1694,1300,1712)
directory-entry-line: Josume Martin, Fragner, III. Schulg. 12. xyxy=(552,1967,872,1986)
directory-entry-line: turwarenlager, Rothenthurmstr. 29. xyxy=(552,1840,838,1858)
directory-entry-line: Jra Wenzel, Westb. Exped. Adjkt., Rdlfsh. Schmelz- xyxy=(1025,415,1430,433)
directory-entry-line: Jvolt Franz, Seiler, Rdlfsh. Schmidg. 26. xyxy=(1025,305,1344,323)
directory-entry-line: Bahn, Hnls. Stirtg. 8. xyxy=(1025,469,1194,488)
directory-entry-line: Schützeng. 2. xyxy=(552,908,662,926)
directory-entry-line: Jopst Franz, Maler, VI. Hofmühlg. 3. xyxy=(552,689,842,707)
directory-entry-line: gasse 10. xyxy=(552,1785,628,1803)
directory-entry-line: — Jakob, Lithographie- u. Steindruckerei-Bes., II. xyxy=(552,1876,948,1894)
directory-entry-line: Jsak Anton Friedr., Milchmeier, IV. Favoritenstr. 48. xyxy=(1025,1054,1436,1073)
directory-entry-line: — Ignaz, Sparcassa-Bmt., VI. Mariahilferstr. 49. xyxy=(96,1200,479,1219)
directory-entry-line: Jorl Johann, IV. Preßg. 21. xyxy=(552,1438,759,1456)
directory-entry-line: — s' Josef Wwe., Binderin, O. Döbl., Hirscheng. 9. xyxy=(96,232,494,250)
directory-entry-line: — Josefine, Beamt.-Wwe., R. Lchf. Gärtnerg. 67. xyxy=(552,1419,936,1438)
